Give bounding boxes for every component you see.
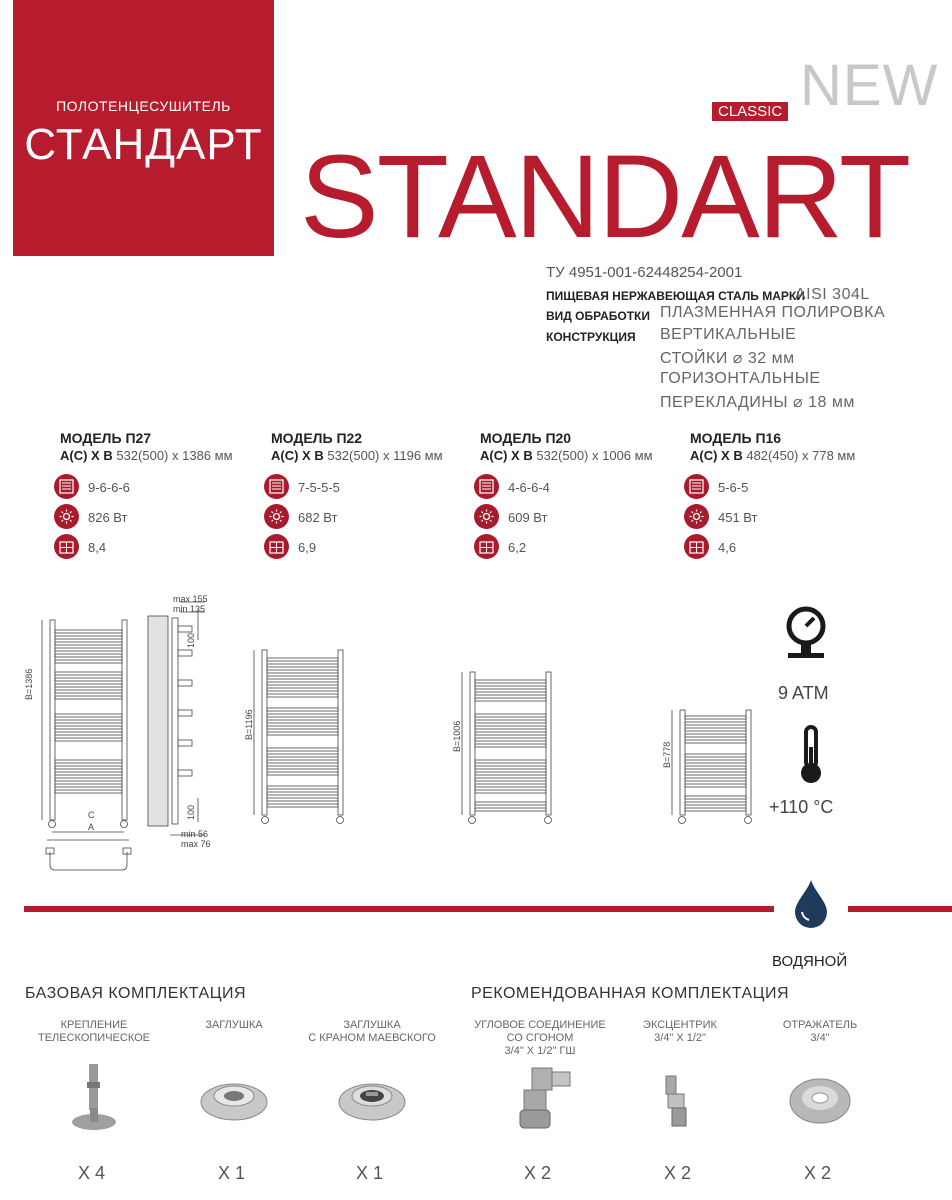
model-name: МОДЕЛЬ П27 <box>60 430 152 446</box>
hero-title: СТАНДАРТ <box>24 120 263 169</box>
dims-prefix: A(C) X B <box>271 448 324 463</box>
pressure-gauge-icon <box>784 606 828 664</box>
pressure-value: 9 ATM <box>778 683 829 703</box>
kit-item-caption <box>164 1019 304 1032</box>
recommended-kit-title: РЕКОМЕНДОВАННАЯ КОМПЛЕКТАЦИЯ <box>471 985 790 1002</box>
spec-construction-line: ПЕРЕКЛАДИНЫ ⌀ 18 мм <box>660 394 855 411</box>
spec-tu: ТУ 4951-001-62448254-2001 <box>546 264 743 281</box>
angle-connector-icon <box>502 1064 578 1134</box>
heat-power-icon <box>54 504 79 529</box>
classic-badge: CLASSIC <box>712 102 788 121</box>
model-bars: 4-6-6-4 <box>508 480 550 495</box>
mayevsky-valve-cap-icon <box>336 1074 408 1124</box>
model-dims <box>480 448 680 463</box>
drawing-p27-side <box>148 602 205 835</box>
spec-construction-line: СТОЙКИ ⌀ 32 мм <box>660 350 795 367</box>
area-icon <box>474 534 499 559</box>
dim-label: B=1386 <box>24 668 34 700</box>
model-area: 6,9 <box>298 540 317 555</box>
heat-power-icon <box>474 504 499 529</box>
model-bars: 7-5-5-5 <box>298 480 340 495</box>
dims-prefix: A(C) X B <box>60 448 113 463</box>
kit-item-caption-line: ОТРАЖАТЕЛЬ <box>782 1019 858 1031</box>
drawing-p27-front <box>42 620 131 870</box>
model-area: 6,2 <box>508 540 527 555</box>
model-card-p16 <box>690 430 890 463</box>
kit-item-qty: X 2 <box>524 1163 552 1183</box>
kit-item-caption-line: ЗАГЛУШКА <box>205 1019 263 1031</box>
end-cap-icon <box>198 1074 270 1124</box>
model-name: МОДЕЛЬ П22 <box>271 430 363 446</box>
temperature-value: +110 °C <box>769 797 834 817</box>
model-power: 451 Вт <box>718 510 758 525</box>
model-bars: 9-6-6-6 <box>88 480 130 495</box>
section-divider <box>848 906 952 912</box>
model-area: 8,4 <box>88 540 107 555</box>
area-icon <box>684 534 709 559</box>
dim-label: min 56 <box>181 829 209 839</box>
base-kit-title: БАЗОВАЯ КОМПЛЕКТАЦИЯ <box>25 985 247 1002</box>
dims-prefix: A(C) X B <box>690 448 743 463</box>
model-power: 609 Вт <box>508 510 548 525</box>
hero-subtitle: ПОЛОТЕНЦЕСУШИТЕЛЬ <box>56 98 231 114</box>
kit-item-qty: X 2 <box>664 1163 692 1183</box>
bars-icon <box>264 474 289 499</box>
dim-label: max 155 <box>173 594 208 604</box>
dim-label: min 135 <box>173 604 206 614</box>
model-power: 682 Вт <box>298 510 338 525</box>
kit-item-caption-line: ЗАГЛУШКА <box>343 1019 401 1031</box>
area-icon <box>54 534 79 559</box>
section-divider <box>24 906 774 912</box>
new-label: NEW <box>800 53 939 118</box>
spec-construction-line: ГОРИЗОНТАЛЬНЫЕ <box>660 370 821 387</box>
dim-label: B=1196 <box>244 709 254 740</box>
dims-value: 532(500) x 1386 мм <box>116 448 233 463</box>
heat-power-icon <box>684 504 709 529</box>
kit-item-caption <box>302 1019 442 1045</box>
model-area: 4,6 <box>718 540 737 555</box>
dims-value: 532(500) x 1196 мм <box>327 448 443 463</box>
telescopic-mount-icon <box>64 1062 124 1138</box>
dim-label: C <box>88 810 95 820</box>
spec-construction-line: ВЕРТИКАЛЬНЫЕ <box>660 326 797 343</box>
kit-item-qty: X 2 <box>804 1163 832 1183</box>
model-dims <box>60 448 260 463</box>
thermometer-icon <box>796 725 826 785</box>
dim-label: max 76 <box>181 839 211 849</box>
drawing-p22 <box>254 650 344 824</box>
model-card-p22 <box>271 430 471 463</box>
kit-item-qty: X 4 <box>78 1163 106 1183</box>
dims-value: 482(450) x 778 мм <box>746 448 856 463</box>
drawing-p20 <box>462 672 552 824</box>
spec-finish-value: ПЛАЗМЕННАЯ ПОЛИРОВКА <box>660 304 886 321</box>
dims-prefix: A(C) X B <box>480 448 533 463</box>
bars-icon <box>54 474 79 499</box>
dim-label: A <box>88 822 95 832</box>
reflector-icon <box>788 1076 852 1126</box>
kit-item-caption <box>470 1019 610 1058</box>
model-name: МОДЕЛЬ П20 <box>480 430 572 446</box>
area-icon <box>264 534 289 559</box>
dim-label: 100 <box>186 804 196 820</box>
model-name: МОДЕЛЬ П16 <box>690 430 782 446</box>
kit-item-caption <box>750 1019 890 1045</box>
bars-icon <box>684 474 709 499</box>
kit-item-caption <box>24 1019 164 1045</box>
bars-icon <box>474 474 499 499</box>
spec-material-label: ПИЩЕВАЯ НЕРЖАВЕЮЩАЯ СТАЛЬ МАРКИ <box>546 289 805 303</box>
drawing-p16 <box>672 710 752 824</box>
model-power: 826 Вт <box>88 510 128 525</box>
model-card-p20 <box>480 430 680 463</box>
technical-drawings <box>20 590 780 880</box>
kit-item-caption-line: ТЕЛЕСКОПИЧЕСКОЕ <box>38 1032 150 1044</box>
model-card-p27 <box>60 430 260 463</box>
kit-item-caption-line: КРЕПЛЕНИЕ <box>60 1019 128 1031</box>
dims-value: 532(500) x 1006 мм <box>536 448 653 463</box>
kit-item-caption-line: УГЛОВОЕ СОЕДИНЕНИЕ <box>474 1019 606 1031</box>
kit-item-caption-line: 3/4" <box>810 1032 830 1044</box>
dim-label: 100 <box>186 632 196 648</box>
model-dims <box>271 448 471 463</box>
heating-type: ВОДЯНОЙ <box>772 953 848 970</box>
brand-title: STANDART <box>300 131 910 263</box>
kit-item-caption <box>610 1019 750 1045</box>
dim-label: B=1006 <box>452 720 462 752</box>
spec-finish-label: ВИД ОБРАБОТКИ <box>546 309 650 323</box>
kit-item-caption-line: С КРАНОМ МАЕВСКОГО <box>308 1032 436 1044</box>
kit-item-qty: X 1 <box>218 1163 246 1183</box>
hero-block <box>13 0 274 256</box>
model-bars: 5-6-5 <box>718 480 749 495</box>
kit-item-caption-line: 3/4" X 1/2" ГШ <box>504 1045 576 1057</box>
eccentric-fitting-icon <box>656 1072 696 1132</box>
heat-power-icon <box>264 504 289 529</box>
model-dims <box>690 448 890 463</box>
spec-construction-label: КОНСТРУКЦИЯ <box>546 330 636 344</box>
kit-item-caption-line: ЭКСЦЕНТРИК <box>643 1019 717 1031</box>
spec-material-value: AISI 304L <box>795 286 870 303</box>
dim-label: B=778 <box>662 741 672 768</box>
kit-item-caption-line: 3/4" X 1/2" <box>654 1032 706 1044</box>
kit-item-caption-line: СО СГОНОМ <box>506 1032 574 1044</box>
kit-item-qty: X 1 <box>356 1163 384 1183</box>
water-drop-icon <box>791 878 831 928</box>
